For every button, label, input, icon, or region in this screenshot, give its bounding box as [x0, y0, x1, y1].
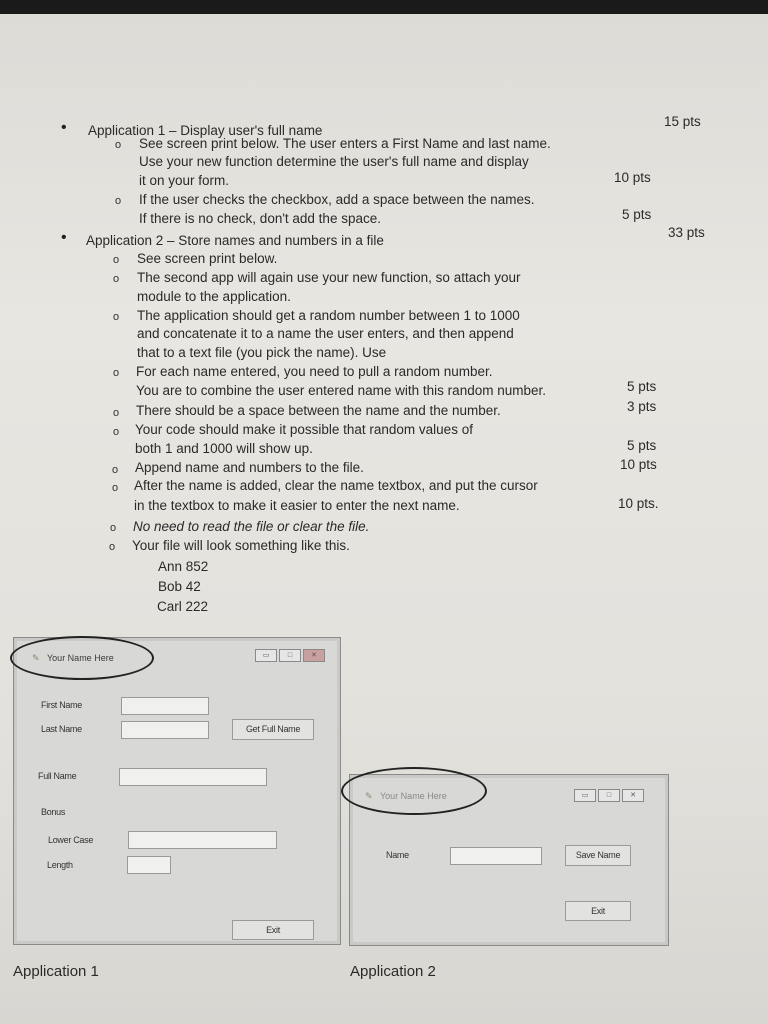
app2-caption: Application 2	[350, 963, 436, 980]
lower-case-output[interactable]	[128, 831, 277, 849]
length-label: Length	[47, 860, 73, 870]
sub-bullet: o	[113, 426, 120, 438]
name-label: Name	[386, 850, 409, 860]
app2-item3-line2: and concatenate it to a name the user enters, and then append	[137, 326, 514, 341]
form2-window-controls	[574, 789, 644, 802]
first-name-input[interactable]	[121, 697, 209, 715]
app1-item1-points: 10 pts	[614, 170, 651, 185]
form1-window	[13, 637, 341, 945]
get-full-name-button[interactable]: Get Full Name	[232, 719, 314, 740]
app2-item2-line2: module to the application.	[137, 289, 291, 304]
form1-window-controls	[255, 649, 325, 662]
name-input[interactable]	[450, 847, 542, 865]
app2-item6-points: 5 pts	[627, 438, 657, 453]
app2-item5: There should be a space between the name and the number.	[136, 403, 501, 418]
exit-button[interactable]: Exit	[232, 920, 314, 940]
app2-item3-line3: that to a text file (you pick the name). Use	[137, 345, 387, 360]
app2-item6-line2: both 1 and 1000 will show up.	[135, 441, 313, 456]
sub-bullet: o	[109, 541, 116, 553]
close-icon[interactable]: ✕	[303, 649, 325, 662]
file-line: Bob 42	[158, 579, 201, 594]
exit-button[interactable]: Exit	[565, 901, 631, 921]
file-line: Carl 222	[157, 599, 209, 614]
sub-bullet: o	[113, 407, 120, 419]
app-icon: ✎	[365, 791, 373, 801]
app2-item4-line2: You are to combine the user entered name with this random number.	[136, 383, 546, 398]
app1-heading: Application 1 – Display user's full name	[88, 123, 323, 138]
minimize-icon[interactable]: ▭	[574, 789, 596, 802]
app2-item3-line1: The application should get a random number between 1 to 1000	[137, 308, 520, 323]
app2-item5-points: 3 pts	[627, 399, 657, 414]
app2-item6-line1: Your code should make it possible that random values of	[135, 422, 473, 437]
sub-bullet: o	[110, 522, 117, 534]
full-name-label: Full Name	[38, 771, 77, 781]
app1-caption: Application 1	[13, 963, 99, 980]
sub-bullet: o	[113, 254, 120, 266]
file-line: Ann 852	[158, 559, 209, 574]
sub-bullet: o	[115, 139, 122, 151]
app1-item1-line1: See screen print below. The user enters a First Name and last name.	[139, 136, 551, 151]
app2-item1: See screen print below.	[137, 251, 278, 266]
circle-annotation	[341, 767, 487, 815]
app-icon: ✎	[32, 653, 40, 663]
app2-item8-line2: in the textbox to make it easier to enter the next name.	[134, 498, 460, 513]
sub-bullet: o	[113, 273, 120, 285]
app1-points: 15 pts	[664, 114, 701, 129]
last-name-label: Last Name	[41, 724, 82, 734]
app2-item7: Append name and numbers to the file.	[135, 460, 364, 475]
length-output[interactable]	[127, 856, 171, 874]
first-name-label: First Name	[41, 700, 83, 710]
bullet-app2: •	[61, 229, 67, 246]
app2-item4-points: 5 pts	[627, 379, 657, 394]
app2-points: 33 pts	[668, 225, 705, 240]
sub-bullet: o	[113, 311, 120, 323]
bullet-app1: •	[61, 119, 67, 136]
app2-item8-points: 10 pts.	[618, 496, 659, 511]
paper-sheet	[0, 14, 768, 1024]
form2-title: Your Name Here	[380, 791, 447, 801]
sub-bullet: o	[112, 464, 119, 476]
maximize-icon[interactable]: □	[598, 789, 620, 802]
app1-item2-line2: If there is no check, don't add the space.	[139, 211, 381, 226]
lower-case-label: Lower Case	[48, 835, 94, 845]
minimize-icon[interactable]: ▭	[255, 649, 277, 662]
app1-item1-line2: Use your new function determine the user's full name and display	[139, 154, 529, 169]
app2-item10: Your file will look something like this.	[132, 538, 350, 553]
app1-item2-points: 5 pts	[622, 207, 652, 222]
app2-heading: Application 2 – Store names and numbers in a file	[86, 233, 384, 248]
form1-title: Your Name Here	[47, 653, 114, 663]
sub-bullet: o	[115, 195, 122, 207]
last-name-input[interactable]	[121, 721, 209, 739]
sub-bullet: o	[112, 482, 119, 494]
maximize-icon[interactable]: □	[279, 649, 301, 662]
app2-item9: No need to read the file or clear the file.	[133, 519, 370, 534]
circle-annotation	[10, 636, 154, 680]
close-icon[interactable]: ✕	[622, 789, 644, 802]
app2-item4-line1: For each name entered, you need to pull a random number.	[136, 364, 493, 379]
app1-item2-line1: If the user checks the checkbox, add a space between the names.	[139, 192, 535, 207]
full-name-output[interactable]	[119, 768, 267, 786]
app2-item8-line1: After the name is added, clear the name textbox, and put the cursor	[134, 478, 538, 493]
app2-item7-points: 10 pts	[620, 457, 657, 472]
save-name-button[interactable]: Save Name	[565, 845, 631, 866]
app1-item1-line3: it on your form.	[139, 173, 230, 188]
sub-bullet: o	[113, 367, 120, 379]
app2-item2-line1: The second app will again use your new function, so attach your	[137, 270, 521, 285]
bonus-label: Bonus	[41, 807, 66, 817]
